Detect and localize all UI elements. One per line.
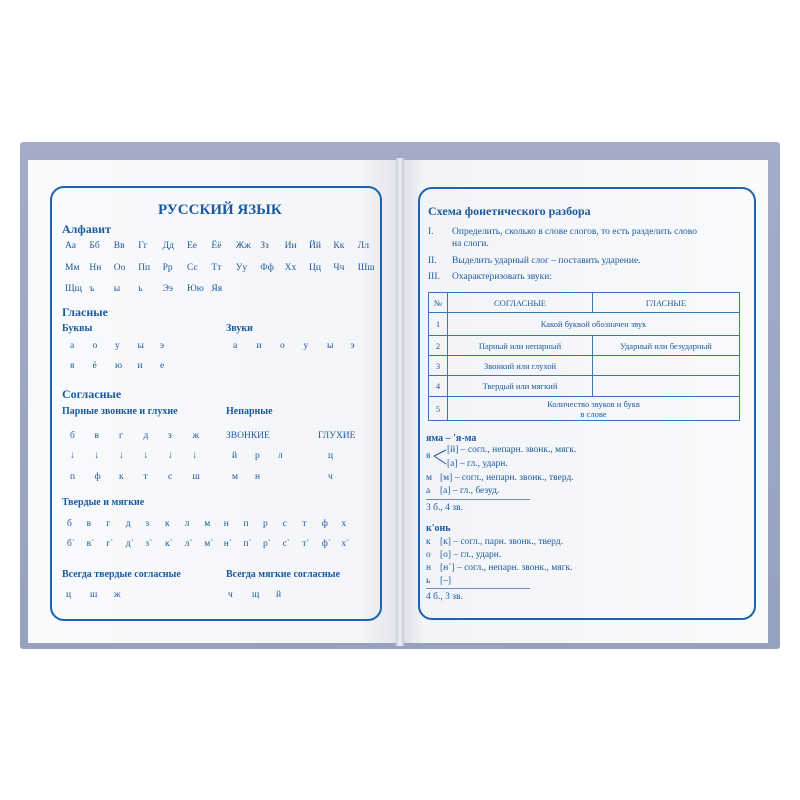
example-1-word: яма – 'я-ма: [426, 433, 477, 444]
soft-consonant: ф`: [321, 539, 332, 549]
hard-consonant: р: [263, 519, 268, 529]
vowels-heading: Гласные: [62, 305, 108, 319]
alphabet-letter: Щщ: [65, 284, 82, 294]
vowel-letter: ю: [115, 361, 123, 371]
hard-soft-label: Твердые и мягкие: [62, 497, 145, 508]
vowel-letter: и: [137, 361, 143, 371]
example-2-line: [–]: [440, 576, 452, 586]
step-2-num: II.: [428, 256, 437, 266]
voiceless-label: ГЛУХИЕ: [318, 431, 356, 441]
paired-voiced-letter: б: [70, 431, 75, 441]
paired-voiced-letter: д: [143, 431, 149, 441]
hard-consonant: к: [165, 519, 170, 529]
paired-voiceless-letter: ф: [94, 472, 101, 482]
vowel-sound: а: [233, 341, 238, 351]
example-2-letter: о: [426, 550, 431, 560]
alphabet-letter: Нн: [89, 263, 102, 273]
alphabet-letter: Жж: [235, 241, 251, 251]
arrow-down-icon: ↓: [143, 451, 149, 461]
alphabet-letter: Рр: [162, 263, 173, 273]
always-soft-letter: ч: [228, 590, 233, 600]
alphabet-letter: Ее: [187, 241, 198, 251]
unpaired-voiced-letter: л: [278, 451, 283, 461]
alphabet-letter: Йй: [309, 241, 321, 251]
consonants-heading: Согласные: [62, 387, 122, 401]
soft-consonant: д`: [125, 539, 134, 549]
table-header-vowels: ГЛАСНЫЕ: [593, 293, 740, 313]
row-text: Какой буквой обозначен звук: [448, 313, 740, 336]
vowel-letter: е: [160, 361, 165, 371]
example-1-line: [а] – гл., ударн.: [447, 459, 508, 469]
hard-consonant: в: [86, 519, 92, 529]
row-num: 3: [429, 356, 448, 376]
paired-voiceless-letter: к: [119, 472, 124, 482]
unpaired-voiced-letter: м: [232, 472, 239, 482]
vowel-letter: у: [115, 341, 120, 351]
vowel-sound: у: [303, 341, 309, 351]
phonetic-table: [428, 292, 740, 421]
paired-voiced-letter: з: [168, 431, 172, 441]
alphabet-letter: Яя: [211, 284, 223, 294]
table-header-consonants: СОГЛАСНЫЕ: [448, 293, 593, 313]
vowel-letter: я: [70, 361, 75, 371]
alphabet-letter: Тт: [211, 263, 222, 273]
empty-cell: [593, 376, 740, 397]
example-2-line: [н`] – согл., непарн. звонк., мягк.: [440, 563, 573, 573]
table-row: [429, 336, 740, 356]
alphabet-letter: Дд: [162, 241, 174, 251]
vowel-sound: э: [350, 341, 355, 351]
alphabet-letter: Юю: [187, 284, 204, 294]
always-soft-letter: щ: [252, 590, 260, 600]
alphabet-letter: Лл: [357, 241, 369, 251]
alphabet-letter: ы: [113, 284, 121, 294]
always-hard-label: Всегда твердые согласные: [62, 569, 181, 580]
hard-consonant: д: [125, 519, 131, 529]
soft-consonant: н`: [223, 539, 233, 549]
row-num: 2: [429, 336, 448, 356]
divider: [426, 499, 530, 500]
always-hard-letter: ш: [90, 590, 98, 600]
page-title: РУССКИЙ ЯЗЫК: [158, 202, 282, 218]
example-2-line: [к] – согл., парн. звонк., тверд.: [440, 537, 563, 547]
unpaired-voiced-letter: й: [232, 451, 238, 461]
paired-label: Парные звонкие и глухие: [62, 406, 178, 417]
example-1-letter: м: [426, 473, 433, 483]
row-num: 1: [429, 313, 448, 336]
soft-consonant: з`: [145, 539, 153, 549]
arrow-down-icon: ↓: [192, 451, 198, 461]
alphabet-letter: Мм: [65, 263, 80, 273]
divider: [426, 588, 530, 589]
alphabet-letter: Шш: [357, 263, 375, 273]
voiced-label: ЗВОНКИЕ: [226, 431, 270, 441]
step-1-num: I.: [428, 227, 434, 237]
row-text: Парный или непарный: [448, 336, 593, 356]
alphabet-letter: Сс: [187, 263, 198, 273]
example-2-word: к'онь: [426, 523, 451, 534]
unpaired-voiced-letter: р: [255, 451, 260, 461]
alphabet-letter: Вв: [113, 241, 125, 251]
example-1-line: [м] – согл., непарн. звонк., тверд.: [440, 473, 574, 483]
alphabet-letter: Фф: [260, 263, 274, 273]
example-1-total: 3 б., 4 зв.: [426, 503, 463, 513]
vowel-letter: о: [92, 341, 98, 351]
arrow-down-icon: ↓: [168, 451, 173, 461]
row-text-line: Количество звуков и букв: [547, 398, 640, 409]
alphabet-letter: Ии: [284, 241, 297, 251]
letters-label: Буквы: [62, 323, 93, 334]
example-2-letter: к: [426, 537, 431, 547]
example-2-letter: ь: [426, 576, 431, 586]
hard-consonant: х: [341, 519, 347, 529]
vowel-letter: ы: [137, 341, 144, 351]
row-num: 4: [429, 376, 448, 397]
paired-voiceless-letter: с: [168, 472, 173, 482]
vowel-letter: э: [160, 341, 165, 351]
alphabet-letter: Цц: [309, 263, 321, 273]
vowel-sound: ы: [327, 341, 334, 351]
scheme-title: Схема фонетического разбора: [428, 204, 591, 218]
table-header-num: №: [429, 293, 448, 313]
alphabet-letter: Аа: [65, 241, 76, 251]
table-row: [429, 356, 740, 376]
always-soft-letter: й: [276, 590, 282, 600]
alphabet-letter: Кк: [333, 241, 345, 251]
table-row: [429, 313, 740, 336]
row-text-line: в слове: [580, 408, 607, 419]
soft-consonant: в`: [86, 539, 95, 549]
example-2-total: 4 б., 3 зв.: [426, 592, 463, 602]
hard-consonant: п: [243, 519, 249, 529]
example-1-line: [а] – гл., безуд.: [440, 486, 500, 496]
soft-consonant: б`: [67, 539, 75, 549]
paired-voiced-letter: г: [119, 431, 123, 441]
vowel-letter: а: [70, 341, 75, 351]
sounds-label: Звуки: [226, 323, 253, 334]
arrow-down-icon: ↓: [119, 451, 124, 461]
vowel-letter: ё: [92, 361, 97, 371]
alphabet-letter: Пп: [138, 263, 151, 273]
always-soft-label: Всегда мягкие согласные: [226, 569, 341, 580]
alphabet-letter: Хх: [284, 263, 297, 273]
alphabet-heading: Алфавит: [62, 222, 111, 236]
example-1-letter: я: [426, 451, 431, 461]
alphabet-letter: ь: [138, 284, 143, 294]
alphabet-letter: Зз: [260, 241, 269, 251]
alphabet-letter: Оо: [113, 263, 126, 273]
hard-consonant: ф: [321, 519, 328, 529]
always-hard-letter: ц: [66, 590, 72, 600]
empty-cell: [593, 356, 740, 376]
hard-consonant: с: [282, 519, 287, 529]
example-1-letter: а: [426, 486, 431, 496]
alphabet-letter: ъ: [89, 284, 95, 294]
soft-consonant: х`: [341, 539, 350, 549]
vowel-sound: о: [280, 341, 285, 351]
soft-consonant: с`: [282, 539, 290, 549]
soft-consonant: р`: [263, 539, 271, 549]
arrow-down-icon: ↓: [70, 451, 75, 461]
example-2-line: [о] – гл., ударн.: [440, 550, 502, 560]
alphabet-letter: Ёё: [211, 241, 222, 251]
soft-consonant: к`: [165, 539, 173, 549]
soft-consonant: п`: [243, 539, 252, 549]
example-2-letter: н: [426, 563, 432, 573]
step-2-text: Выделить ударный слог – поставить ударение.: [452, 256, 641, 266]
soft-consonant: л`: [184, 539, 193, 549]
paired-voiceless-letter: т: [143, 472, 148, 482]
soft-consonant: м`: [204, 539, 214, 549]
vowel-sound: и: [256, 341, 262, 351]
unpaired-label: Непарные: [226, 406, 273, 417]
paired-voiced-letter: в: [94, 431, 99, 441]
row-text: Ударный или безударный: [593, 336, 740, 356]
example-1-line: [й] – согл., непарн. звонк., мягк.: [447, 445, 577, 455]
hard-consonant: г: [106, 519, 111, 529]
book-spine: [396, 158, 404, 646]
hard-consonant: л: [184, 519, 190, 529]
alphabet-letter: Ээ: [162, 284, 173, 294]
unpaired-voiceless-letter: ц: [328, 451, 334, 461]
alphabet-letter: Гг: [138, 241, 148, 251]
step-3-num: III.: [428, 272, 440, 282]
step-1-text: Определить, сколько в слове слогов, то есть разделить слово: [452, 227, 697, 237]
soft-consonant: г`: [106, 539, 114, 549]
alphabet-letter: Бб: [89, 241, 100, 251]
alphabet-letter: Чч: [333, 263, 345, 273]
hard-consonant: т: [302, 519, 307, 529]
alphabet-letter: Уу: [235, 263, 248, 273]
hard-consonant: б: [67, 519, 72, 529]
row-text: [448, 397, 740, 421]
table-row: [429, 376, 740, 397]
hard-consonant: м: [204, 519, 211, 529]
unpaired-voiceless-letter: ч: [328, 472, 333, 482]
unpaired-voiced-letter: н: [255, 472, 261, 482]
row-text: Твердый или мягкий: [448, 376, 593, 397]
paired-voiced-letter: ж: [192, 431, 200, 441]
row-text: Звонкий или глухой: [448, 356, 593, 376]
paired-voiceless-letter: п: [70, 472, 76, 482]
hard-consonant: н: [223, 519, 229, 529]
step-1-text-cont: на слоги.: [452, 239, 489, 249]
row-num: 5: [429, 397, 448, 421]
hard-consonant: з: [145, 519, 150, 529]
arrow-down-icon: ↓: [94, 451, 100, 461]
soft-consonant: т`: [302, 539, 310, 549]
always-hard-letter: ж: [114, 590, 121, 600]
paired-voiceless-letter: ш: [192, 472, 200, 482]
step-3-text: Охарактеризовать звуки:: [452, 272, 553, 282]
table-row: [429, 397, 740, 421]
